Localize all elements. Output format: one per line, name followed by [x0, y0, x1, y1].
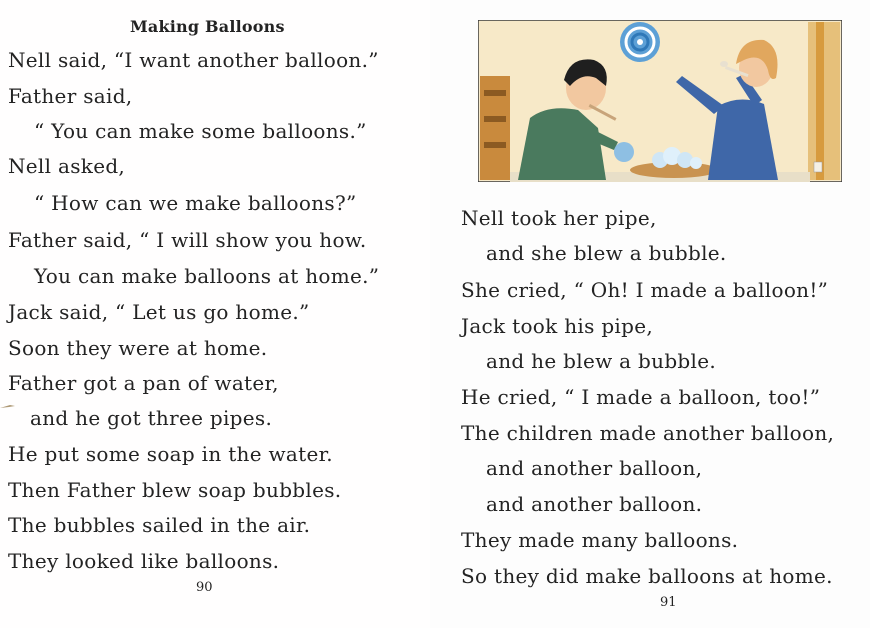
- text-line: Jack said, “ Let us go home.”: [8, 300, 310, 324]
- text-line: Father said, “ I will show you how.: [8, 228, 367, 252]
- text-line: Nell took her pipe,: [461, 206, 657, 230]
- text-line: and another balloon.: [486, 492, 703, 516]
- text-line: They made many balloons.: [461, 528, 739, 552]
- page-number: 90: [196, 580, 213, 595]
- text-line: She cried, “ Oh! I made a balloon!”: [461, 278, 829, 302]
- text-line: So they did make balloons at home.: [461, 564, 833, 588]
- text-line: and she blew a bubble.: [486, 241, 727, 265]
- text-line: Then Father blew soap bubbles.: [8, 478, 342, 502]
- text-line: Nell said, “I want another balloon.”: [8, 48, 379, 72]
- text-line: “ How can we make balloons?”: [34, 191, 357, 215]
- text-line: and another balloon,: [486, 456, 703, 480]
- text-line: Jack took his pipe,: [461, 314, 654, 338]
- paper-mark-icon: [0, 404, 16, 410]
- text-line: They looked like balloons.: [8, 549, 280, 573]
- text-line: Father said,: [8, 84, 133, 108]
- text-line: Soon they were at home.: [8, 336, 268, 360]
- children-blowing-bubbles-illustration: [478, 20, 842, 182]
- text-line: He put some soap in the water.: [8, 442, 333, 466]
- text-line: The bubbles sailed in the air.: [8, 513, 311, 537]
- left-page: [0, 0, 430, 628]
- text-line: and he got three pipes.: [30, 406, 273, 430]
- text-line: The children made another balloon,: [461, 421, 835, 445]
- page-title: Making Balloons: [130, 17, 285, 36]
- text-line: Nell asked,: [8, 154, 126, 178]
- text-line: He cried, “ I made a balloon, too!”: [461, 385, 821, 409]
- page-number: 91: [660, 595, 677, 610]
- text-line: Father got a pan of water,: [8, 371, 279, 395]
- text-line: “ You can make some balloons.”: [34, 119, 367, 143]
- text-line: and he blew a bubble.: [486, 349, 717, 373]
- text-line: You can make balloons at home.”: [34, 264, 380, 288]
